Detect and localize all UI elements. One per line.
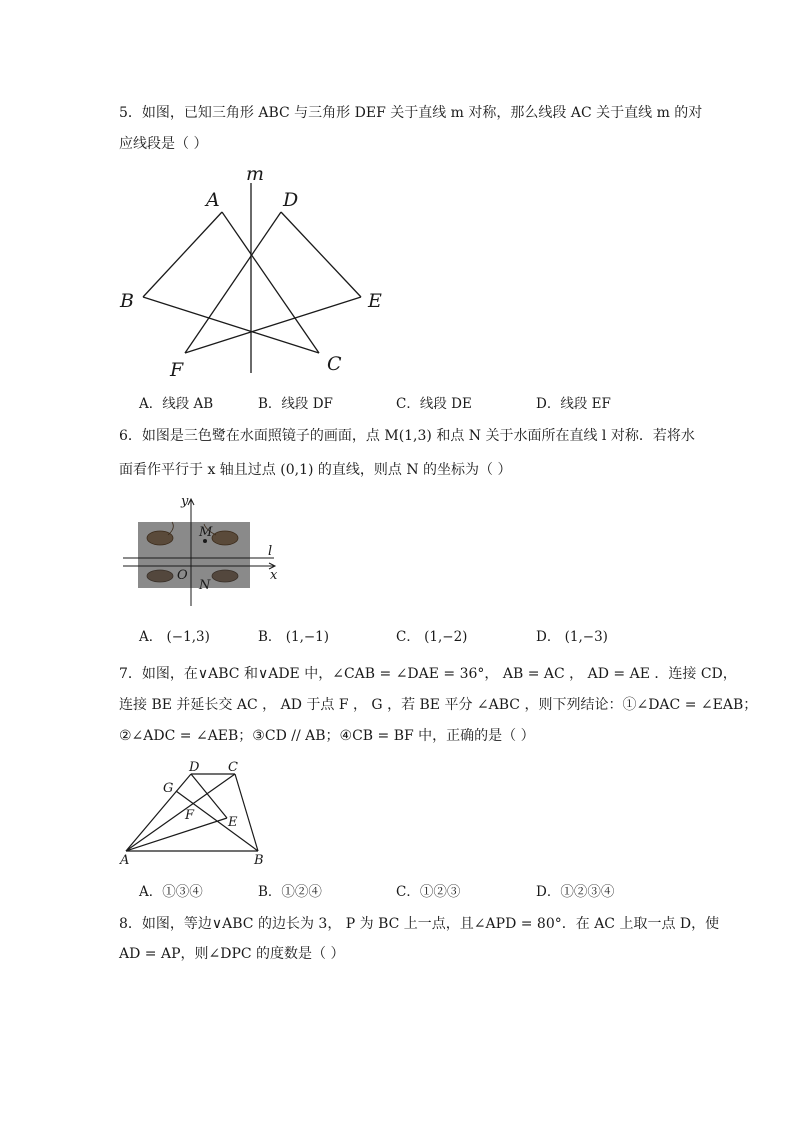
- q6-figure: [118, 490, 288, 610]
- q6-option-d[interactable]: D． (1,−3): [536, 629, 608, 645]
- label-F: F: [185, 808, 195, 823]
- label-B: B: [120, 290, 134, 312]
- label-C: C: [228, 760, 238, 775]
- q5-option-c[interactable]: C．线段 DE: [396, 396, 472, 412]
- label-A: A: [120, 853, 130, 868]
- label-E: E: [368, 290, 382, 312]
- q5-option-d[interactable]: D．线段 EF: [536, 396, 611, 412]
- seg-AC: [222, 212, 319, 353]
- label-y: y: [181, 494, 189, 509]
- q7-option-a[interactable]: A．①③④: [139, 884, 203, 900]
- q5-figure: [115, 160, 395, 380]
- q6-stem-line2: 面看作平行于 x 轴且过点 (0,1) 的直线，则点 N 的坐标为（ ）: [119, 462, 512, 478]
- bird-right-body: [212, 531, 238, 545]
- label-D: D: [189, 760, 200, 775]
- bird-left-reflection: [147, 570, 173, 582]
- seg-DE: [191, 774, 227, 818]
- label-F: F: [170, 359, 184, 381]
- seg-BC: [143, 297, 319, 353]
- q5-option-a[interactable]: A．线段 AB: [139, 396, 214, 412]
- seg-DF: [185, 212, 281, 353]
- q6-option-c[interactable]: C． (1,−2): [396, 629, 468, 645]
- label-A: A: [206, 189, 220, 211]
- q7-stem-line1: 7．如图，在∨ABC 和∨ADE 中，∠CAB = ∠DAE = 36°， AB = AC ， AD = AE ．连接 CD，: [119, 666, 737, 682]
- q8-stem-line2: AD = AP，则∠DPC 的度数是（ ）: [119, 946, 345, 962]
- seg-EF: [185, 297, 361, 353]
- q7-option-c[interactable]: C．①②③: [396, 884, 461, 900]
- seg-CB: [235, 774, 258, 851]
- seg-AB: [143, 212, 222, 297]
- q5-stem-line1: 5．如图，已知三角形 ABC 与三角形 DEF 关于直线 m 对称，那么线段 AC 关于直线 m 的对: [119, 105, 703, 121]
- label-B: B: [254, 853, 264, 868]
- q6-stem-line1: 6．如图是三色鹭在水面照镜子的画面，点 M(1,3) 和点 N 关于水面所在直线 l 对称．若将水: [119, 428, 695, 444]
- label-N: N: [199, 578, 211, 593]
- label-x: x: [270, 568, 278, 583]
- label-C: C: [327, 353, 342, 375]
- label-m: m: [246, 163, 265, 185]
- bird-left-body: [147, 531, 173, 545]
- q7-stem-line3: ②∠ADC = ∠AEB；③CD // AB；④CB = BF 中，正确的是（ ）: [119, 728, 535, 744]
- q5-stem-line2: 应线段是（ ）: [119, 136, 208, 152]
- q7-option-d[interactable]: D．①②③④: [536, 884, 615, 900]
- label-l: l: [268, 544, 273, 559]
- label-G: G: [163, 781, 174, 796]
- q6-option-b[interactable]: B． (1,−1): [258, 629, 330, 645]
- seg-AE: [126, 818, 227, 851]
- q6-option-a[interactable]: A． (−1,3): [139, 629, 210, 645]
- q7-figure: [115, 752, 275, 872]
- bird-right-reflection: [212, 570, 238, 582]
- label-O: O: [177, 568, 188, 583]
- q5-option-b[interactable]: B．线段 DF: [258, 396, 333, 412]
- label-E: E: [228, 815, 238, 830]
- label-M: M: [199, 525, 213, 540]
- seg-DE: [281, 212, 361, 297]
- q7-option-b[interactable]: B．①②④: [258, 884, 322, 900]
- label-D: D: [283, 189, 299, 211]
- q7-stem-line2: 连接 BE 并延长交 AC ， AD 于点 F ， G ，若 BE 平分 ∠ABC ，则下列结论：①∠DAC = ∠EAB；: [119, 697, 758, 713]
- q8-stem-line1: 8．如图，等边∨ABC 的边长为 3， P 为 BC 上一点，且∠APD = 80°．在 AC 上取一点 D，使: [119, 916, 720, 932]
